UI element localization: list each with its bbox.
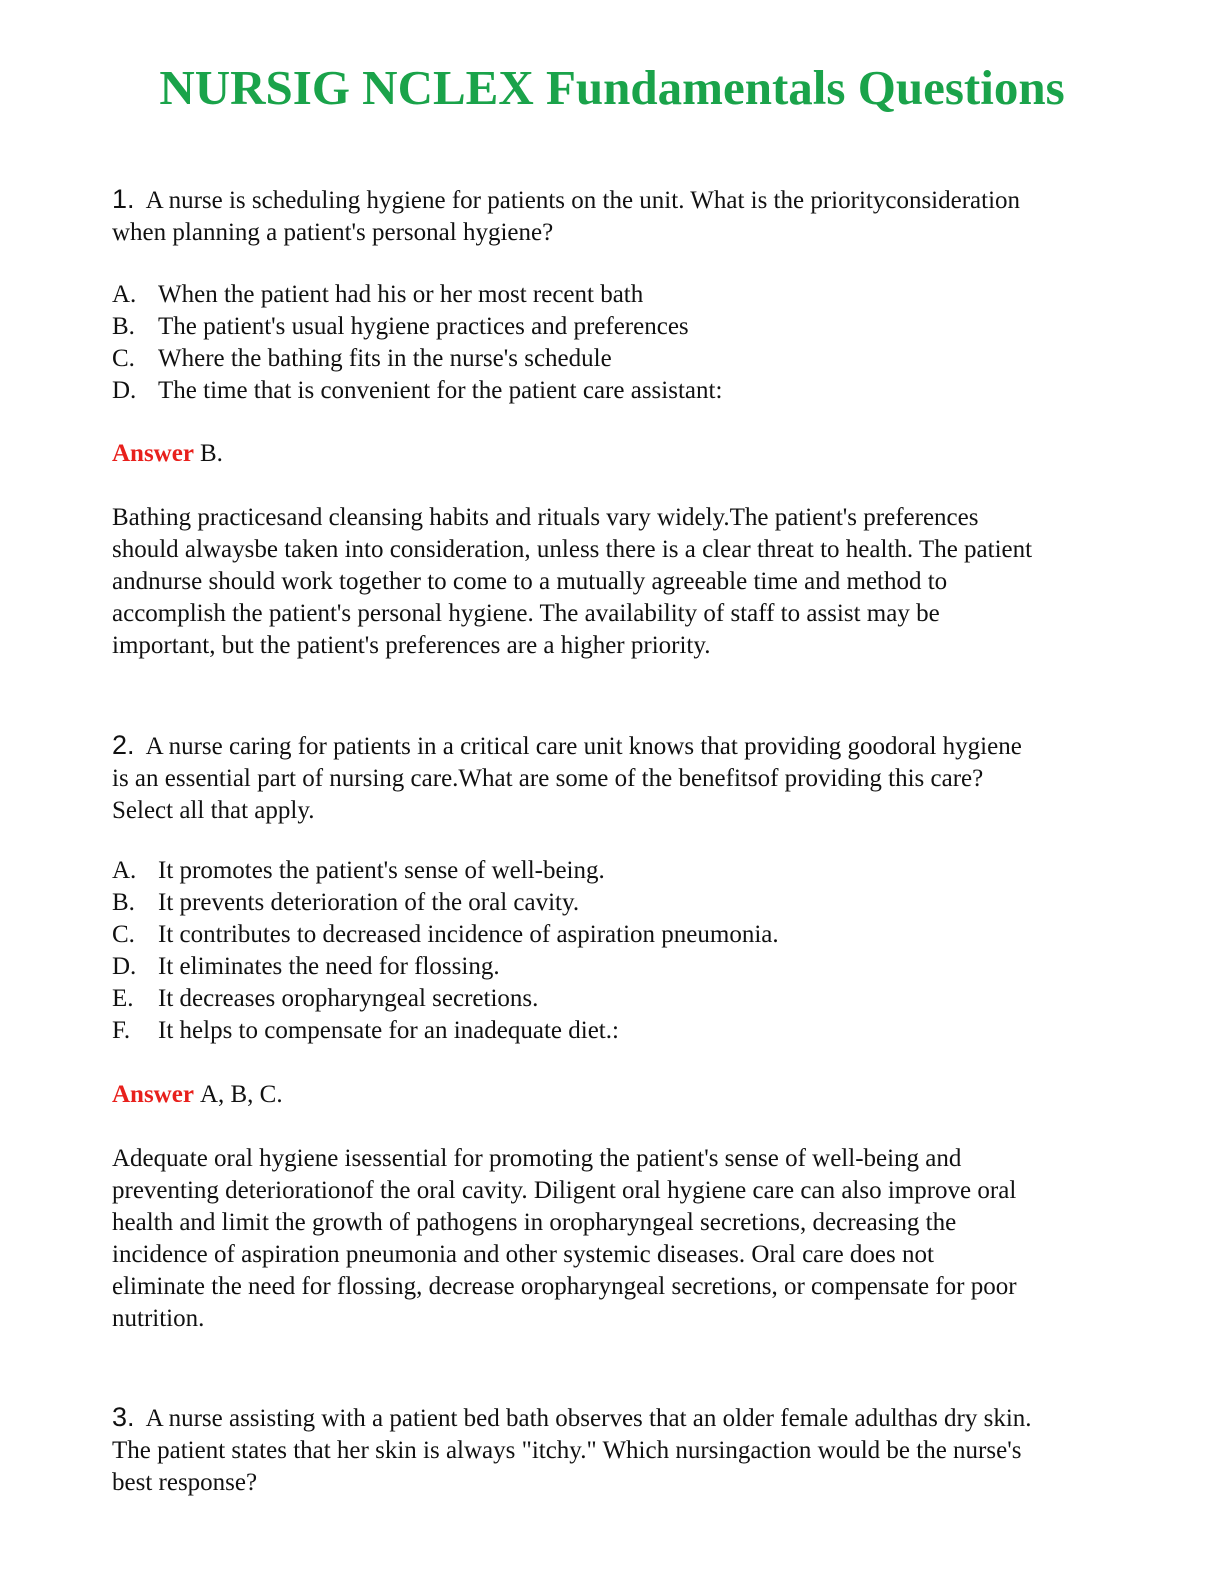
option-text: It decreases oropharyngeal secretions. — [158, 985, 539, 1012]
option-c — [112, 919, 1122, 951]
question-2-explanation — [112, 1143, 1122, 1335]
option-letter: E. — [112, 985, 134, 1012]
option-c — [112, 343, 1122, 375]
option-letter: D. — [112, 953, 137, 980]
option-text: It helps to compensate for an inadequate diet.: — [158, 1017, 619, 1044]
option-text: Where the bathing fits in the nurse's schedule — [158, 345, 612, 372]
question-number: 3. — [112, 1402, 135, 1432]
explanation-line: andnurse should work together to come to a mutually agreeable time and method to — [112, 568, 948, 595]
option-f — [112, 1015, 1122, 1047]
question-2-answer — [112, 1079, 1122, 1111]
option-letter: B. — [112, 313, 135, 340]
explanation-line: eliminate the need for flossing, decrease oropharyngeal secretions, or compensate for poor — [112, 1273, 1017, 1300]
question-3-line-3: best response? — [112, 1469, 258, 1496]
option-b — [112, 887, 1122, 919]
explanation-line: accomplish the patient's personal hygiene. The availability of staff to assist may be — [112, 600, 940, 627]
question-1-line-2: when planning a patient's personal hygiene? — [112, 219, 554, 246]
explanation-line: preventing deteriorationof the oral cavity. Diligent oral hygiene care can also improve oral — [112, 1177, 1017, 1204]
option-text: It contributes to decreased incidence of aspiration pneumonia. — [158, 921, 779, 948]
answer-label: Answer — [112, 1081, 194, 1108]
option-letter: C. — [112, 345, 135, 372]
question-2-line-3: Select all that apply. — [112, 797, 315, 824]
option-letter: D. — [112, 377, 137, 404]
answer-label: Answer — [112, 440, 194, 467]
option-a — [112, 279, 1122, 311]
option-d — [112, 951, 1122, 983]
answer-value: A, B, C. — [199, 1081, 283, 1108]
explanation-line: important, but the patient's preferences are a higher priority. — [112, 632, 711, 659]
question-number: 1. — [112, 184, 135, 214]
answer-value: B. — [199, 440, 223, 467]
question-1 — [112, 183, 1122, 249]
option-d — [112, 375, 1122, 407]
option-letter: B. — [112, 889, 135, 916]
option-a — [112, 855, 1122, 887]
option-letter: F. — [112, 1017, 131, 1044]
question-1-explanation — [112, 502, 1122, 662]
question-1-answer — [112, 438, 1122, 470]
option-letter: A. — [112, 857, 137, 884]
question-3-line-1 — [112, 1401, 1122, 1435]
option-b — [112, 311, 1122, 343]
question-3-line-2: The patient states that her skin is always "itchy." Which nursingaction would be the nurse's — [112, 1437, 1022, 1464]
option-text: It eliminates the need for flossing. — [158, 953, 500, 980]
option-text: The patient's usual hygiene practices and preferences — [158, 313, 689, 340]
option-text: It promotes the patient's sense of well-being. — [158, 857, 605, 884]
question-2-options — [112, 855, 1122, 1047]
question-1-line-1 — [112, 183, 1122, 217]
explanation-line: Bathing practicesand cleansing habits and rituals vary widely.The patient's preferences — [112, 504, 979, 531]
explanation-line: nutrition. — [112, 1305, 205, 1332]
page-title: NURSIG NCLEX Fundamentals Questions — [159, 60, 1065, 115]
option-text: The time that is convenient for the patient care assistant: — [158, 377, 723, 404]
question-3 — [112, 1401, 1122, 1499]
option-letter: A. — [112, 281, 137, 308]
question-text: A nurse caring for patients in a critical care unit knows that providing goodoral hygiene — [145, 733, 1022, 760]
explanation-line: should alwaysbe taken into consideration, unless there is a clear threat to health. The patient — [112, 536, 1033, 563]
question-text: A nurse assisting with a patient bed bath observes that an older female adulthas dry skin. — [145, 1405, 1032, 1432]
question-1-options — [112, 279, 1122, 407]
question-2 — [112, 729, 1122, 827]
explanation-line: health and limit the growth of pathogens in oropharyngeal secretions, decreasing the — [112, 1209, 957, 1236]
option-letter: C. — [112, 921, 135, 948]
question-2-line-1 — [112, 729, 1122, 763]
explanation-line: incidence of aspiration pneumonia and other systemic diseases. Oral care does not — [112, 1241, 934, 1268]
option-text: It prevents deterioration of the oral cavity. — [158, 889, 580, 916]
question-2-line-2: is an essential part of nursing care.What are some of the benefitsof providing this care? — [112, 765, 984, 792]
question-text: A nurse is scheduling hygiene for patients on the unit. What is the priorityconsideration — [145, 187, 1021, 214]
option-e — [112, 983, 1122, 1015]
explanation-line: Adequate oral hygiene isessential for promoting the patient's sense of well-being and — [112, 1145, 962, 1172]
question-number: 2. — [112, 730, 135, 760]
option-text: When the patient had his or her most recent bath — [158, 281, 644, 308]
